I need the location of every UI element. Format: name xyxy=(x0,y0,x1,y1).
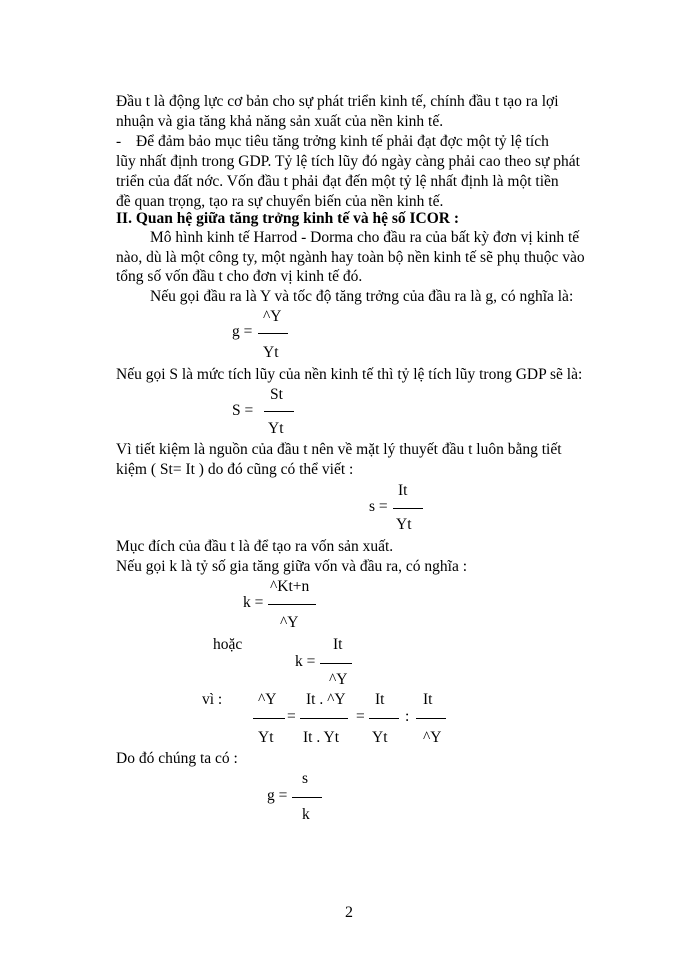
fraction-bar xyxy=(258,333,288,334)
formula-lhs: s = xyxy=(369,498,388,515)
fraction-bar xyxy=(264,411,294,412)
fraction-numerator: ^Kt+n xyxy=(270,578,310,595)
paragraph-line: Đầu t là động lực cơ bản cho sự phát triển kinh tế, chính đầu t tạo ra lợi xyxy=(116,93,559,110)
equals-sign: = xyxy=(356,708,365,725)
fraction-denominator: Yt xyxy=(372,729,388,746)
page-number: 2 xyxy=(345,904,353,921)
paragraph-line: Vì tiết kiệm là nguồn của đầu t nên về mặt lý thuyết đầu t luôn bằng tiết xyxy=(116,441,562,458)
paragraph-line: Mục đích của đầu t là để tạo ra vốn sản xuất. xyxy=(116,538,394,555)
paragraph-line: nhuận và gia tăng khả năng sản xuất của nền kinh tế. xyxy=(116,113,444,130)
fraction-numerator: It xyxy=(398,482,408,499)
fraction-bar xyxy=(253,718,285,719)
fraction-numerator: It . ^Y xyxy=(306,691,346,708)
formula-lead-text: vì : xyxy=(202,691,223,708)
fraction-numerator: s xyxy=(302,770,309,787)
fraction-denominator: ^Y xyxy=(423,729,442,746)
fraction-denominator: Yt xyxy=(396,516,412,533)
paragraph-line: Do đó chúng ta có : xyxy=(116,750,238,767)
fraction-bar xyxy=(300,718,348,719)
fraction-numerator: ^Y xyxy=(258,691,277,708)
bullet-line: triển của đất nớc. Vốn đầu t phải đạt đến một tỷ lệ nhất định là một tiền xyxy=(116,173,559,190)
conjunction-text: hoặc xyxy=(213,636,243,653)
fraction-denominator: Yt xyxy=(258,729,274,746)
fraction-bar xyxy=(416,718,446,719)
fraction-denominator: Yt xyxy=(268,420,284,437)
bullet-marker: - xyxy=(116,133,122,150)
fraction-bar xyxy=(292,797,322,798)
paragraph-line: Nếu gọi S là mức tích lũy của nền kinh tế thì tỷ lệ tích lũy trong GDP sẽ là: xyxy=(116,366,583,383)
equals-sign: = xyxy=(287,708,296,725)
formula-lhs: S = xyxy=(232,402,254,419)
fraction-denominator: ^Y xyxy=(329,671,348,688)
fraction-bar xyxy=(369,718,399,719)
fraction-numerator: It xyxy=(375,691,385,708)
fraction-numerator: It xyxy=(333,636,343,653)
section-heading: II. Quan hệ giữa tăng trởng kinh tế và hệ số ICOR : xyxy=(116,210,459,227)
fraction-numerator: It xyxy=(423,691,433,708)
formula-lhs: k = xyxy=(295,653,316,670)
bullet-line: lũy nhất định trong GDP. Tỷ lệ tích lũy đó ngày càng phải cao theo sự phát xyxy=(116,153,580,170)
bullet-line: đề quan trọng, tạo ra sự chuyển biến của nền kinh tế. xyxy=(116,193,444,210)
paragraph-line: Nếu gọi k là tỷ số gia tăng giữa vốn và đầu ra, có nghĩa : xyxy=(116,558,468,575)
paragraph-line: tổng số vốn đầu t cho đơn vị kinh tế đó. xyxy=(116,268,363,285)
fraction-denominator: Yt xyxy=(263,344,279,361)
colon-sign: : xyxy=(405,708,410,725)
paragraph-line: kiệm ( St= It ) do đó cũng có thể viết : xyxy=(116,461,354,478)
fraction-numerator: St xyxy=(270,386,283,403)
fraction-denominator: k xyxy=(302,806,310,823)
fraction-numerator: ^Y xyxy=(263,308,282,325)
formula-lhs: g = xyxy=(267,787,288,804)
fraction-bar xyxy=(393,508,423,509)
formula-lhs: g = xyxy=(232,323,253,340)
fraction-bar xyxy=(320,663,352,664)
fraction-denominator: It . Yt xyxy=(303,729,340,746)
formula-lhs: k = xyxy=(243,594,264,611)
paragraph-line: Mô hình kinh tế Harrod - Dorma cho đầu ra của bất kỳ đơn vị kinh tế xyxy=(150,229,580,246)
fraction-bar xyxy=(268,604,316,605)
paragraph-line: Nếu gọi đầu ra là Y và tốc độ tăng trởng của đầu ra là g, có nghĩa là: xyxy=(150,288,574,305)
bullet-line: Để đảm bảo mục tiêu tăng trởng kinh tế phải đạt đợc một tỷ lệ tích xyxy=(136,133,549,150)
paragraph-line: nào, dù là một công ty, một ngành hay toàn bộ nền kinh tế sẽ phụ thuộc vào xyxy=(116,249,585,266)
fraction-denominator: ^Y xyxy=(280,614,299,631)
